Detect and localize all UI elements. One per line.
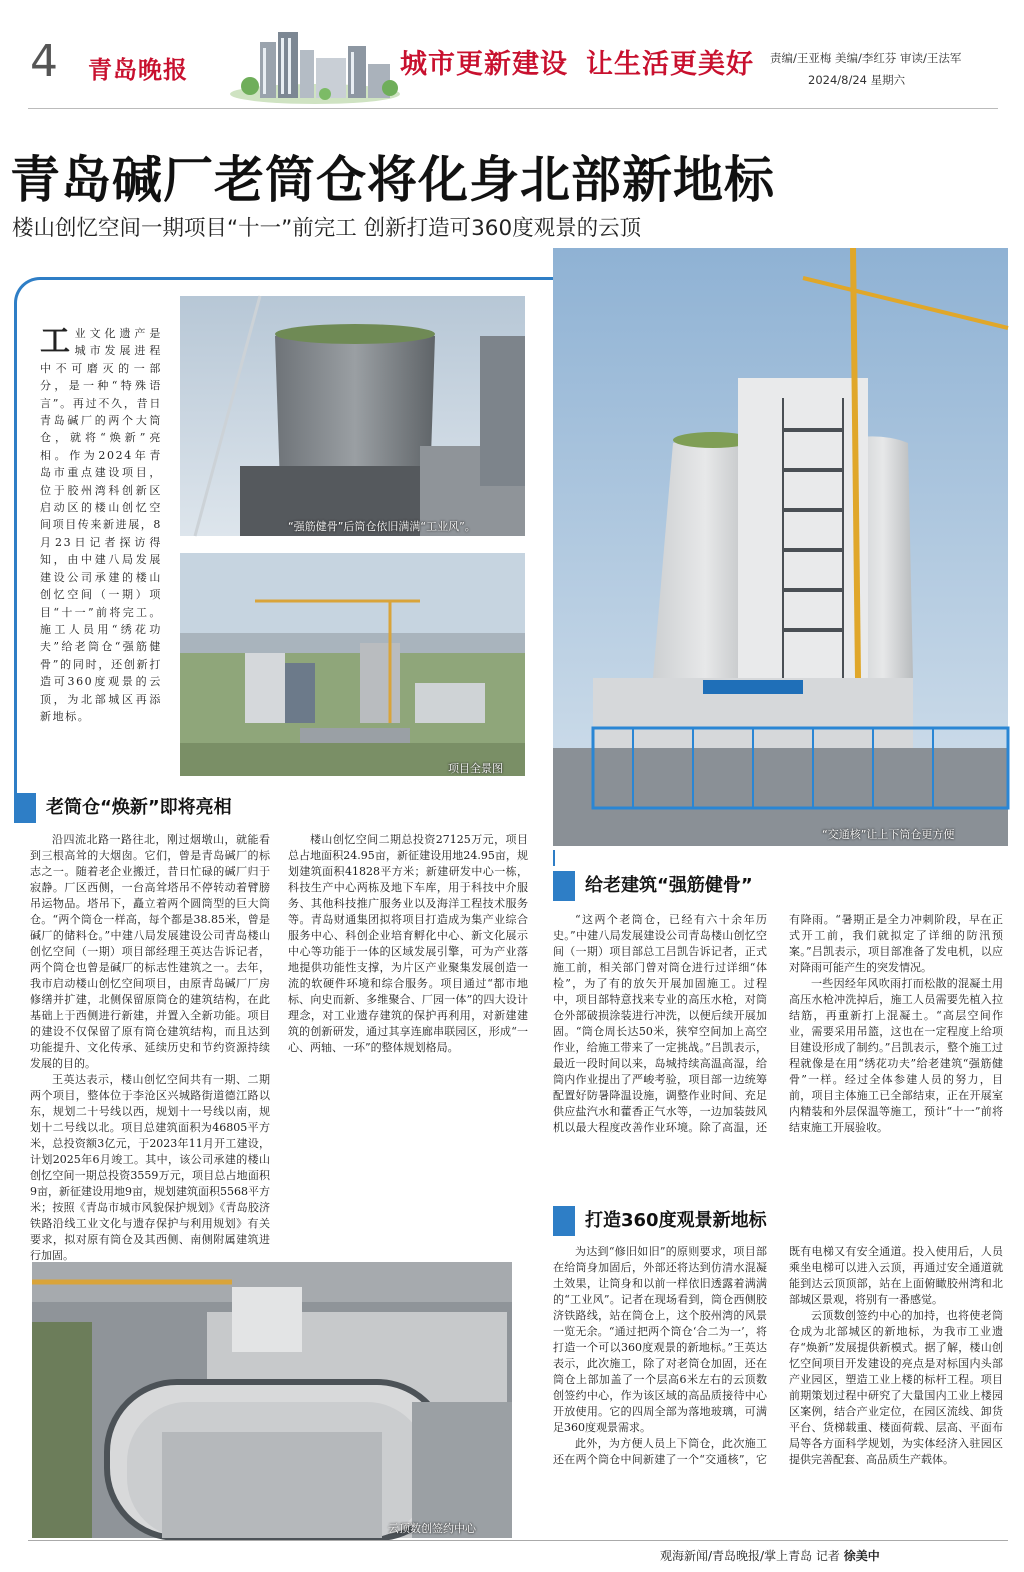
section-title: 打造360度观景新地标: [585, 1210, 767, 1231]
news-source: 观海新闻/青岛晚报/掌上青岛: [660, 1549, 813, 1563]
paragraph: 王英达表示，楼山创忆空间共有一期、二期两个项目，整体位于李沧区兴城路街道德江路以东，规划二十号线以西，规划十一号线以南，规划十二号线以北。项目总建筑面积为46805平方米，总投资额3亿元，于2023年11月开工建设，计划2025年6月竣工。其中，该公司承建的楼山创忆空间一期总投资3559万元，项目总占地面积9亩，新征建设用地9亩，规划建筑面积5568平方米；按照《青岛市城市风貌保护规划》《青岛胶济铁路沿线工业文化与遗存保护与利用规划》有关要求，拟对原有筒仓及其西侧、南侧附属建筑进行加固。: [30, 1073, 270, 1262]
masthead-illustration: [230, 24, 400, 104]
issue-date: 2024/8/24 星期六: [808, 73, 906, 87]
photo-tower-crane: [553, 248, 1008, 846]
section-heading-reinforcement: [553, 871, 1003, 901]
paragraph: 一些因经年风吹雨打而松散的混凝土用高压水枪冲洗掉后，施工人员需要先植入拉结筋，再重新打上混凝土。“高层空间作业，需要采用吊篮，这也在一定程度上给项目建设形成了制约。”吕凯表示，整个施工过程就像是在用“绣花功夫”给老建筑“强筋健骨”一样。经过全体参建人员的努力，目前，项目主体施工已全部结束，正在开展室内精装和外层保温等施工，预计“十一”前将结束施工开展验收。: [789, 977, 1003, 1134]
paragraph: 为达到“修旧如旧”的原则要求，项目部在给筒身加固后，外部还将达到仿清水混凝土效果，让筒身和以前一样依旧透露着满满的“工业风”。记者在现场看到，筒仓西侧胶济铁路线，站在筒仓上，这个胶州湾的风景一览无余。“通过把两个筒仓‘合二为一’，将打造一个可以360度观景的新地标。”王英达表示，此次施工，除了对老筒仓加固，还在筒仓上部加盖了一个层高6米左右的云顶数创签约中心，作为该区域的高品质接待中心开放使用。它的四周全部为落地玻璃，可满足360度观景需求。: [553, 1245, 767, 1434]
page-number: 4: [30, 36, 58, 87]
lead-dropcap: 工: [40, 324, 72, 359]
frame-connector: [553, 850, 555, 866]
masthead-divider: [28, 108, 998, 109]
article-byline: [660, 1547, 880, 1564]
newspaper-name: 青岛晚报: [88, 55, 188, 84]
section-1-column-1: [30, 832, 270, 1262]
page-slogan: [400, 42, 754, 81]
section-heading-renewal: [14, 793, 464, 823]
paragraph: 楼山创忆空间二期总投资27125万元，项目总占地面积24.95亩，新征建设用地24.95亩，规划建筑面积41828平方米；新建研发中心一栋，科技生产中心两栋及地下车库，用于科技中介服务、其他科技推广服务业以及海洋工程技术服务等。青岛财通集团拟将项目打造成为集产业综合服务中心、科创企业培育孵化中心、新文化展示中心等功能于一体的区域发展引擎，可为产业落地提供功能性支撑，为片区产业聚集发展创造一流的软硬件环境和综合服务。项目通过“都市地标、向史而新、多维聚合、厂园一体”的四大设计理念，对工业遗存建筑的保护再利用，对新建建筑的创新研发，通过其享连廊串联园区，形成“一心、两轴、一环”的整体规划格局。: [288, 833, 528, 1054]
editor-credits: 责编/王亚梅 美编/李红芬 审读/王法军: [770, 51, 962, 65]
section-heading-360-view: [553, 1206, 1003, 1236]
section-title: 老筒仓“焕新”即将亮相: [46, 797, 232, 818]
article-headline: 青岛碱厂老筒仓将化身北部新地标: [10, 151, 775, 209]
paragraph: 沿四流北路一路往北，刚过烟墩山，就能看到三根高耸的大烟囱。它们，曾是青岛碱厂的标志之一。随着老企业搬迁，昔日忙碌的碱厂归于寂静。厂区西侧，一台高耸塔吊不停转动着臂膀吊运物品。塔吊下，矗立着两个圆筒型的巨大筒仓。“两个筒仓一样高，每个都是38.85米，曾是碱厂的储料仓。”中建八局发展建设公司青岛楼山创忆空间（一期）项目部经理王英达告诉记者，两个筒仓也曾是碱厂的标志性建筑之一。去年，我市启动楼山创忆空间项目，由原青岛碱厂厂房修缮并扩建，北侧保留原筒仓的建筑结构，在此基础上于西侧进行新建，并置入全新功能。项目的建设不仅保留了原有筒仓建筑结构，而且达到功能提升、文化传承、延续历史和节约资源持续发展的目的。: [30, 833, 270, 1070]
paragraph: 云顶数创签约中心的加持，也将使老筒仓成为北部城区的新地标，为我市工业遗存“焕新”发展提供新模式。据了解，楼山创忆空间项目开发建设的亮点是对标国内头部产业园区，塑造工业上楼的标杆工程。项目前期策划过程中研究了大量国内工业上楼园区案例，结合产业定位，在园区流线、卸货平台、货梯载重、楼面荷载、层高、平面布局等各方面科学规划，为实体经济入驻园区提供完善配套、高品质生产载体。: [789, 1309, 1003, 1466]
photo-aerial-site: [180, 553, 525, 776]
photo-silo-closeup: [180, 296, 525, 536]
article-subheadline: 楼山创忆空间一期项目“十一”前完工 创新打造可360度观景的云顶: [12, 216, 642, 241]
section-heading-marker: [553, 871, 575, 901]
section-heading-marker: [14, 793, 36, 823]
caption-tower: “交通核”让上下筒仓更方便: [822, 828, 955, 841]
slogan-part-2: 让生活更美好: [586, 49, 754, 80]
section-heading-marker: [553, 1206, 575, 1236]
section-1-column-2: [288, 832, 528, 1244]
photo-rooftop-aerial: [32, 1262, 512, 1538]
paragraph: 此外，为方便人员上下筒仓，此次施工还在两个筒仓中间新建了一个“交通核”，它既有电梯又有安全通道。投入使用后，人员乘坐电梯可以进入云顶，再通过安全通道就能到达云顶顶部，站在上面俯瞰胶州湾和北部城区景观，将别有一番感觉。: [553, 1245, 1003, 1466]
paragraph: “这两个老筒仓，已经有六十余年历史。”中建八局发展建设公司青岛楼山创忆空间（一期）项目部总工吕凯告诉记者，正式施工前，相关部门曾对筒仓进行过详细“体检”，为了有的放矢开展加固施工。过程中，项目部特意找来专业的高压水枪，对筒仓外部破损涂装进行冲洗，以便后续开展加固。“筒仓周长达50米，狭窄空间加上高空作业，给施工带来了一定挑战。”吕凯表示，最近一段时间以来，岛城持续高温高湿，给筒内作业提出了严峻考验，项目部一边统筹配置好防暑降温设施，调整作业时间、充足供应盐汽水和藿香正气水等，一边加装鼓风机以最大程度改善作业环境。除了高温，还有降雨。“暑期正是全力冲刺阶段，早在正式开工前，我们就拟定了详细的防汛预案。”吕凯表示，项目部准备了发电机，以应对降雨可能产生的突发情况。: [553, 913, 1003, 1134]
lead-text: 业文化遗产是城市发展进程中不可磨灭的一部分，是一种“特殊语言”。再过不久，昔日青岛碱厂的两个大筒仓，就将“焕新”亮相。作为2024年青岛市重点建设项目，位于胶州湾科创新区启动区的楼山创忆空间项目传来新进展，8月23日记者探访得知，由中建八局发展建设公司承建的楼山创忆空间（一期）项目“十一”前将完工。施工人员用“绣花功夫”给老筒仓“强筋健骨”的同时，还创新打造可360度观景的云顶，为北部城区再添新地标。: [40, 327, 162, 723]
section-3-columns: [553, 1244, 1003, 1536]
reporter-name: 徐美中: [843, 1549, 880, 1563]
caption-rooftop: 云顶数创签约中心: [388, 1522, 476, 1535]
caption-aerial-site: 项目全景图: [448, 762, 503, 775]
section-2-columns: [553, 912, 1003, 1202]
section-title: 给老建筑“强筋健骨”: [585, 875, 753, 896]
reporter-label: 记者: [815, 1549, 840, 1563]
caption-silo-closeup: “强筋健骨”后筒仓依旧满满“工业风”。: [288, 520, 476, 533]
footer-divider: [28, 1540, 1008, 1541]
slogan-part-1: 城市更新建设: [400, 49, 568, 80]
lead-paragraph: [40, 325, 162, 725]
